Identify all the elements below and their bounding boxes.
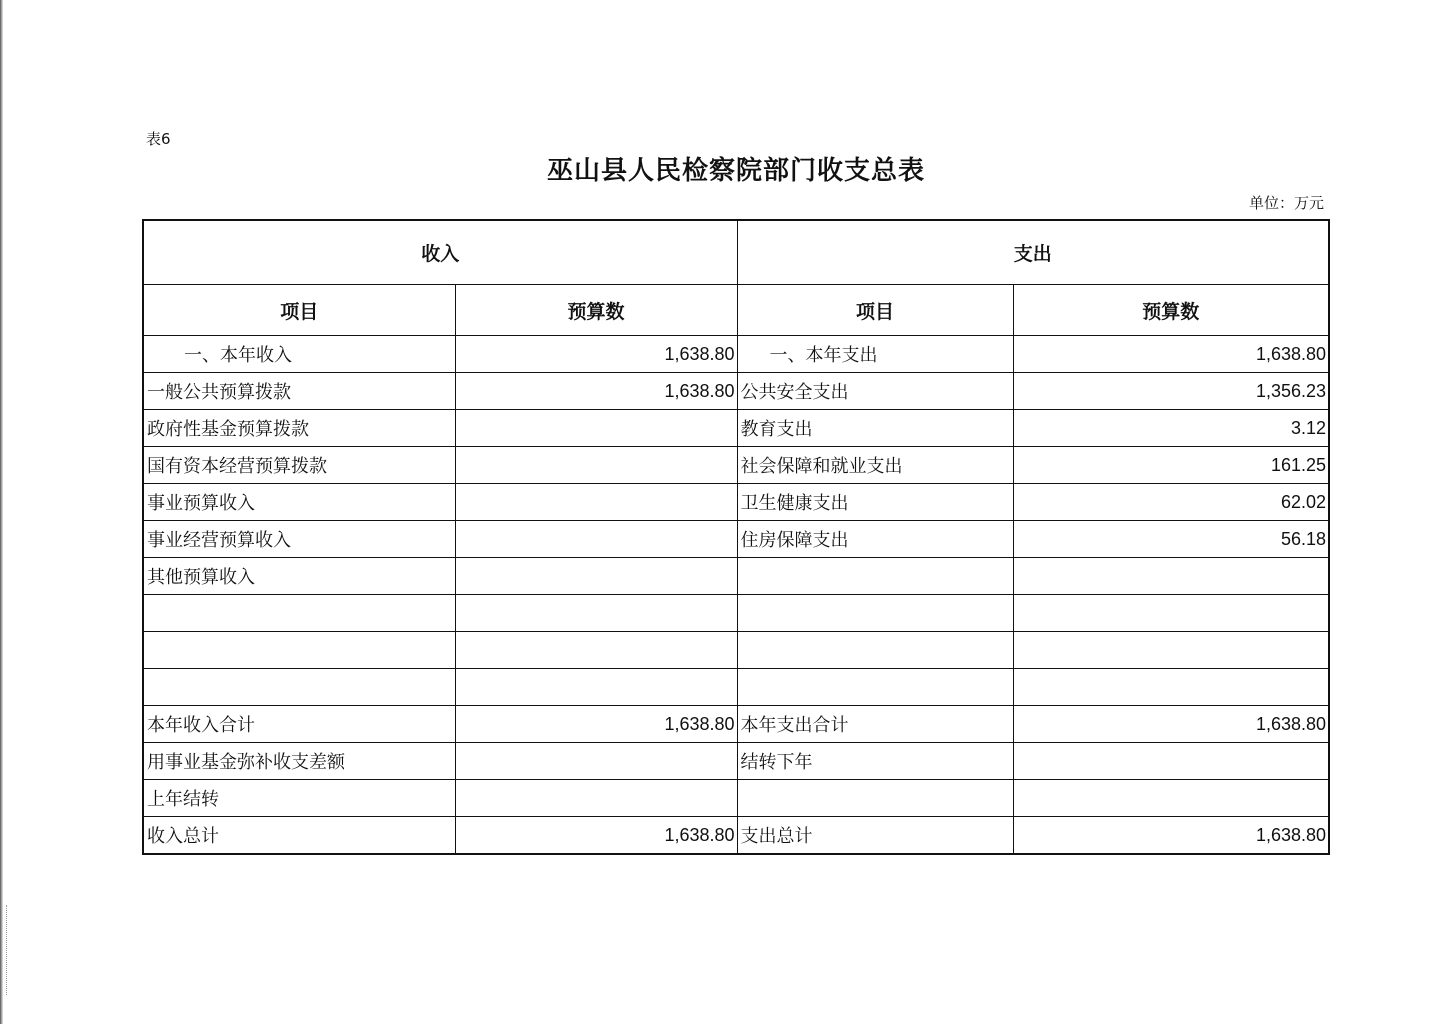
income-item	[143, 632, 455, 669]
income-item: 事业经营预算收入	[143, 521, 455, 558]
expense-item	[737, 558, 1013, 595]
income-value: 1,638.80	[455, 373, 737, 410]
expense-value	[1013, 669, 1329, 706]
expense-value: 1,356.23	[1013, 373, 1329, 410]
expense-value	[1013, 743, 1329, 780]
expense-item: 支出总计	[737, 817, 1013, 855]
expense-item	[737, 632, 1013, 669]
section-header-row	[143, 220, 1329, 285]
document-title: 巫山县人民检察院部门收支总表	[546, 156, 925, 186]
income-value	[455, 669, 737, 706]
expense-item: 卫生健康支出	[737, 484, 1013, 521]
unit-label: 单位：万元	[1248, 194, 1324, 212]
table-row	[143, 706, 1329, 743]
income-item-header: 项目	[143, 285, 455, 336]
income-value	[455, 484, 737, 521]
expense-value: 161.25	[1013, 447, 1329, 484]
expense-header: 支出	[737, 220, 1329, 285]
expense-item: 社会保障和就业支出	[737, 447, 1013, 484]
expense-value: 3.12	[1013, 410, 1329, 447]
margin-marks	[6, 905, 9, 995]
income-value	[455, 521, 737, 558]
income-item: 国有资本经营预算拨款	[143, 447, 455, 484]
column-header-row	[143, 285, 1329, 336]
income-item	[143, 595, 455, 632]
table-row	[143, 780, 1329, 817]
income-item: 上年结转	[143, 780, 455, 817]
expense-budget-header: 预算数	[1013, 285, 1329, 336]
expense-item	[737, 780, 1013, 817]
income-item: 其他预算收入	[143, 558, 455, 595]
budget-summary-table	[142, 219, 1330, 855]
table-row	[143, 558, 1329, 595]
income-item: 事业预算收入	[143, 484, 455, 521]
table-row	[143, 743, 1329, 780]
income-item: 一、本年收入	[143, 336, 455, 373]
income-value	[455, 447, 737, 484]
income-value: 1,638.80	[455, 706, 737, 743]
expense-value	[1013, 632, 1329, 669]
table-row	[143, 595, 1329, 632]
income-value	[455, 632, 737, 669]
income-value	[455, 780, 737, 817]
income-value: 1,638.80	[455, 817, 737, 855]
table-row	[143, 410, 1329, 447]
expense-item: 住房保障支出	[737, 521, 1013, 558]
income-item: 本年收入合计	[143, 706, 455, 743]
income-item: 一般公共预算拨款	[143, 373, 455, 410]
table-row	[143, 484, 1329, 521]
table-row	[143, 817, 1329, 855]
expense-item-header: 项目	[737, 285, 1013, 336]
income-item: 收入总计	[143, 817, 455, 855]
expense-item: 本年支出合计	[737, 706, 1013, 743]
table-row	[143, 669, 1329, 706]
income-value	[455, 743, 737, 780]
expense-item: 一、本年支出	[737, 336, 1013, 373]
income-item: 政府性基金预算拨款	[143, 410, 455, 447]
income-value	[455, 558, 737, 595]
income-header: 收入	[143, 220, 737, 285]
expense-value: 62.02	[1013, 484, 1329, 521]
expense-item: 公共安全支出	[737, 373, 1013, 410]
income-value	[455, 410, 737, 447]
table-row	[143, 447, 1329, 484]
table-row	[143, 632, 1329, 669]
expense-value: 1,638.80	[1013, 706, 1329, 743]
table-row	[143, 336, 1329, 373]
income-value	[455, 595, 737, 632]
expense-value: 1,638.80	[1013, 336, 1329, 373]
income-item	[143, 669, 455, 706]
expense-item	[737, 669, 1013, 706]
expense-value	[1013, 558, 1329, 595]
table-row	[143, 521, 1329, 558]
expense-value	[1013, 780, 1329, 817]
expense-item	[737, 595, 1013, 632]
income-budget-header: 预算数	[455, 285, 737, 336]
table-number: 表6	[146, 130, 171, 148]
expense-item: 教育支出	[737, 410, 1013, 447]
expense-value: 1,638.80	[1013, 817, 1329, 855]
income-value: 1,638.80	[455, 336, 737, 373]
expense-value: 56.18	[1013, 521, 1329, 558]
expense-item: 结转下年	[737, 743, 1013, 780]
expense-value	[1013, 595, 1329, 632]
income-item: 用事业基金弥补收支差额	[143, 743, 455, 780]
table-row	[143, 373, 1329, 410]
